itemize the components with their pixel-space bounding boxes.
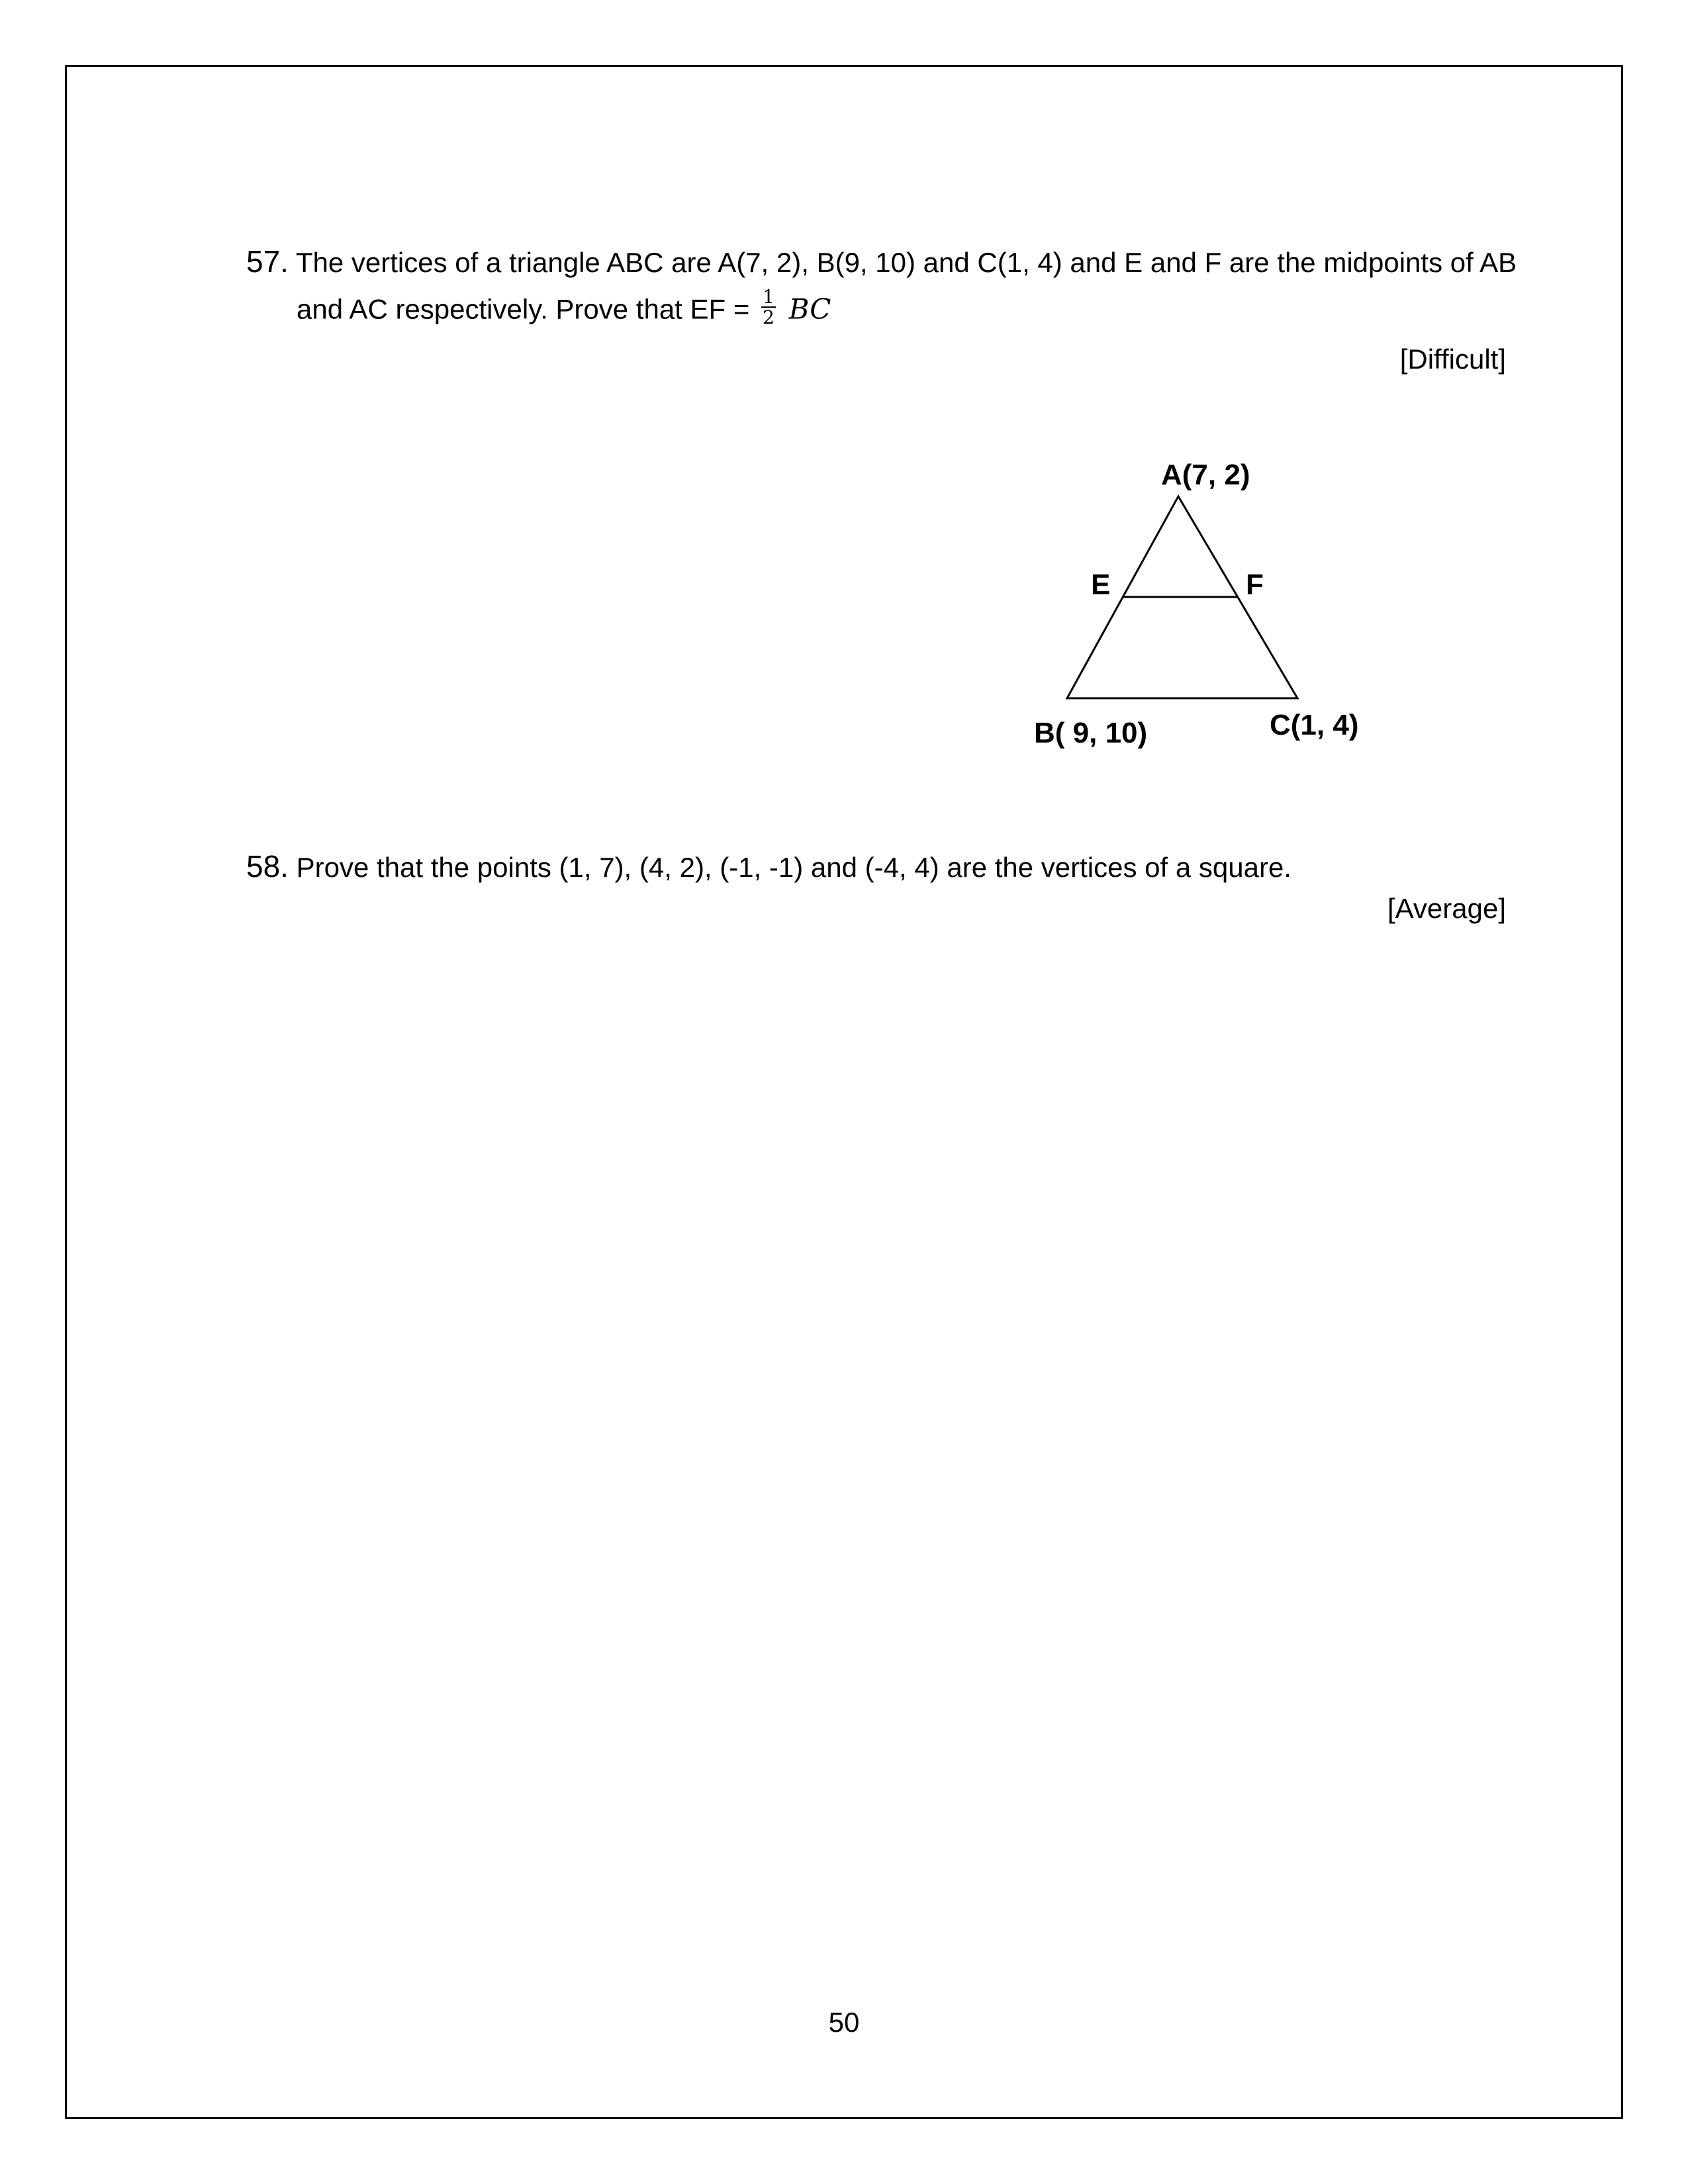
question-57-line-2 bbox=[297, 286, 831, 332]
fraction-denominator: 2 bbox=[763, 306, 774, 329]
question-58-number: 58. bbox=[246, 849, 289, 884]
question-58-line bbox=[246, 851, 1291, 882]
question-57-text-line-2: and AC respectively. Prove that EF = bbox=[297, 293, 750, 325]
vertex-b-label: B( 9, 10) bbox=[1034, 717, 1148, 749]
point-f-label: F bbox=[1246, 569, 1264, 601]
fraction-numerator: 1 bbox=[763, 286, 774, 308]
page-number: 50 bbox=[828, 2007, 860, 2038]
question-57-line-1 bbox=[246, 246, 1517, 277]
question-57-text-line-1: The vertices of a triangle ABC are A(7, 2), B(9, 10) and C(1, 4) and E and F are the midpoints of AB bbox=[295, 247, 1517, 278]
vertex-c-label: C(1, 4) bbox=[1270, 709, 1359, 741]
one-half-fraction bbox=[761, 287, 776, 328]
question-57-number: 57. bbox=[246, 244, 289, 279]
triangle-figure bbox=[1019, 443, 1390, 761]
point-e-label: E bbox=[1091, 569, 1111, 601]
question-58-difficulty: [Average] bbox=[1387, 893, 1506, 924]
question-58-text: Prove that the points (1, 7), (4, 2), (-1, -1) and (-4, 4) are the vertices of a square. bbox=[296, 852, 1291, 883]
triangle-diagram bbox=[1019, 443, 1390, 761]
page-border bbox=[65, 65, 1623, 2119]
segment-bc-symbol: BC bbox=[788, 293, 831, 326]
vertex-a-label: A(7, 2) bbox=[1161, 459, 1250, 491]
question-57-difficulty: [Difficult] bbox=[1399, 343, 1506, 375]
